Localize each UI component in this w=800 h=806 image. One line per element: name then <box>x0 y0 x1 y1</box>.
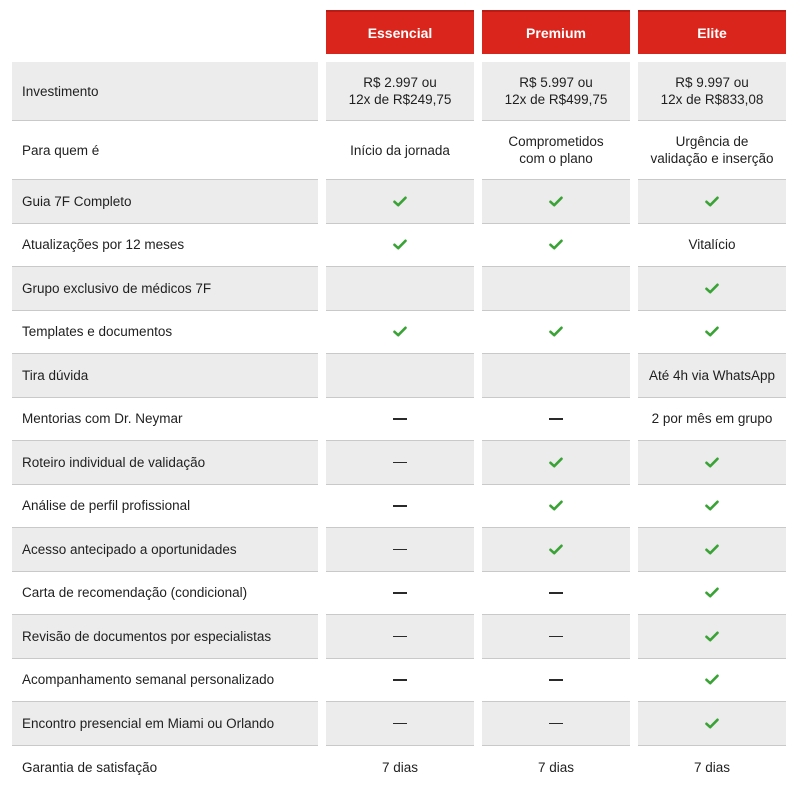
feature-label-text: Acompanhamento semanal personalizado <box>22 672 275 688</box>
table-row <box>0 659 800 703</box>
cell-value: Comprometidos com o plano <box>508 134 604 166</box>
table-row <box>0 485 800 529</box>
feature-label-text: Encontro presencial em Miami ou Orlando <box>22 715 275 731</box>
cell-value: Urgência de validação e inserção <box>650 134 774 166</box>
check-icon <box>549 326 563 337</box>
cell-elite <box>638 354 786 398</box>
feature-label <box>12 224 318 268</box>
table-row <box>0 398 800 442</box>
check-icon <box>393 196 407 207</box>
table-row <box>0 180 800 224</box>
cell-elite <box>638 659 786 703</box>
check-icon <box>705 196 719 207</box>
table-row <box>0 354 800 398</box>
check-icon <box>705 587 719 598</box>
check-icon <box>705 674 719 685</box>
cell-elite <box>638 528 786 572</box>
feature-label-text: Roteiro individual de validação <box>22 454 206 470</box>
check-icon <box>549 544 563 555</box>
check-icon <box>549 500 563 511</box>
cell-value: R$ 5.997 ou 12x de R$499,75 <box>504 75 608 107</box>
check-icon <box>705 283 719 294</box>
feature-label <box>12 485 318 529</box>
plan-header-row <box>0 10 800 54</box>
dash-icon <box>549 592 563 594</box>
dash-icon <box>393 505 407 507</box>
feature-label-text: Revisão de documentos por especialistas <box>22 628 272 644</box>
cell-premium <box>482 311 630 355</box>
check-icon <box>705 631 719 642</box>
cell-premium <box>482 441 630 485</box>
feature-label <box>12 180 318 224</box>
dash-icon <box>549 679 563 681</box>
feature-label-text: Acesso antecipado a oportunidades <box>22 541 237 557</box>
table-row <box>0 615 800 659</box>
cell-elite <box>638 180 786 224</box>
cell-premium <box>482 485 630 529</box>
cell-elite <box>638 441 786 485</box>
cell-premium <box>482 398 630 442</box>
dash-icon <box>393 418 407 420</box>
cell-value: 7 dias <box>693 759 731 775</box>
check-icon <box>393 239 407 250</box>
cell-essencial <box>326 311 474 355</box>
feature-label-text: Para quem é <box>22 142 100 158</box>
cell-value: Vitalício <box>688 237 736 253</box>
cell-premium <box>482 659 630 703</box>
check-icon <box>705 544 719 555</box>
feature-label <box>12 702 318 746</box>
dash-icon <box>393 723 407 725</box>
cell-value: Até 4h via WhatsApp <box>648 367 776 383</box>
feature-label <box>12 398 318 442</box>
feature-label <box>12 311 318 355</box>
cell-elite <box>638 311 786 355</box>
feature-label <box>12 528 318 572</box>
table-row <box>0 441 800 485</box>
cell-elite <box>638 485 786 529</box>
feature-label <box>12 354 318 398</box>
cell-premium <box>482 746 630 790</box>
cell-value: R$ 9.997 ou 12x de R$833,08 <box>660 75 764 107</box>
cell-elite <box>638 121 786 180</box>
check-icon <box>549 457 563 468</box>
cell-elite <box>638 702 786 746</box>
cell-essencial <box>326 528 474 572</box>
cell-premium <box>482 224 630 268</box>
feature-label <box>12 572 318 616</box>
cell-premium <box>482 267 630 311</box>
feature-label <box>12 615 318 659</box>
cell-essencial <box>326 441 474 485</box>
cell-value: 7 dias <box>537 759 575 775</box>
cell-value: R$ 2.997 ou 12x de R$249,75 <box>348 75 452 107</box>
cell-elite <box>638 746 786 790</box>
feature-label-text: Guia 7F Completo <box>22 193 132 209</box>
feature-label-text: Garantia de satisfação <box>22 759 158 775</box>
cell-essencial <box>326 180 474 224</box>
cell-essencial <box>326 572 474 616</box>
cell-premium <box>482 354 630 398</box>
dash-icon <box>393 549 407 551</box>
check-icon <box>705 500 719 511</box>
feature-label-text: Atualizações por 12 meses <box>22 237 185 253</box>
cell-elite <box>638 224 786 268</box>
cell-elite <box>638 62 786 121</box>
check-icon <box>549 196 563 207</box>
cell-value: 2 por mês em grupo <box>651 411 773 427</box>
table-row <box>0 121 800 180</box>
table-row <box>0 572 800 616</box>
cell-premium <box>482 180 630 224</box>
dash-icon <box>393 462 407 464</box>
plan-header-elite: Elite <box>638 10 786 54</box>
feature-label-text: Análise de perfil profissional <box>22 498 191 514</box>
table-row <box>0 528 800 572</box>
cell-essencial <box>326 121 474 180</box>
cell-essencial <box>326 659 474 703</box>
dash-icon <box>393 636 407 638</box>
feature-label-text: Carta de recomendação (condicional) <box>22 585 248 601</box>
feature-label-text: Mentorias com Dr. Neymar <box>22 411 183 427</box>
cell-premium <box>482 615 630 659</box>
feature-label-text: Tira dúvida <box>22 367 89 383</box>
table-row <box>0 311 800 355</box>
table-row <box>0 224 800 268</box>
cell-essencial <box>326 702 474 746</box>
cell-premium <box>482 702 630 746</box>
cell-elite <box>638 572 786 616</box>
dash-icon <box>549 723 563 725</box>
cell-essencial <box>326 224 474 268</box>
cell-essencial <box>326 398 474 442</box>
feature-label <box>12 267 318 311</box>
feature-label-text: Grupo exclusivo de médicos 7F <box>22 280 212 296</box>
feature-label-text: Investimento <box>22 83 99 99</box>
cell-essencial <box>326 267 474 311</box>
check-icon <box>705 718 719 729</box>
cell-essencial <box>326 62 474 121</box>
dash-icon <box>393 679 407 681</box>
check-icon <box>393 326 407 337</box>
table-row <box>0 62 800 121</box>
check-icon <box>549 239 563 250</box>
cell-elite <box>638 267 786 311</box>
cell-premium <box>482 572 630 616</box>
cell-value: 7 dias <box>381 759 419 775</box>
feature-label-text: Templates e documentos <box>22 324 173 340</box>
feature-rows <box>0 62 800 789</box>
feature-label <box>12 659 318 703</box>
table-row <box>0 746 800 790</box>
feature-label <box>12 62 318 121</box>
cell-essencial <box>326 485 474 529</box>
cell-essencial <box>326 615 474 659</box>
cell-premium <box>482 62 630 121</box>
plan-header-premium: Premium <box>482 10 630 54</box>
check-icon <box>705 326 719 337</box>
feature-label <box>12 441 318 485</box>
dash-icon <box>549 418 563 420</box>
table-row <box>0 267 800 311</box>
plan-header-essencial: Essencial <box>326 10 474 54</box>
cell-premium <box>482 121 630 180</box>
check-icon <box>705 457 719 468</box>
cell-elite <box>638 398 786 442</box>
table-row <box>0 702 800 746</box>
cell-essencial <box>326 746 474 790</box>
dash-icon <box>549 636 563 638</box>
cell-premium <box>482 528 630 572</box>
feature-label <box>12 121 318 180</box>
cell-essencial <box>326 354 474 398</box>
dash-icon <box>393 592 407 594</box>
cell-elite <box>638 615 786 659</box>
cell-value: Início da jornada <box>350 142 450 158</box>
feature-label <box>12 746 318 790</box>
